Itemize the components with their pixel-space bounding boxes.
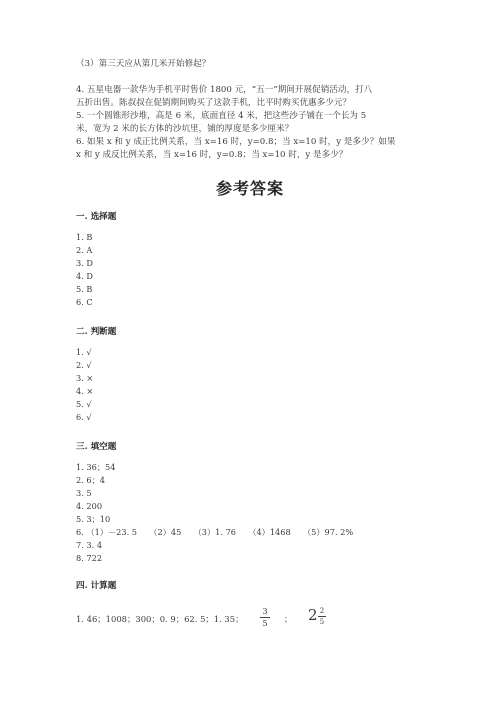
list-item: 4. 200 (76, 501, 103, 511)
list-item: 6. √ (76, 412, 92, 422)
question-6: 6. 如果 x 和 y 成正比例关系，当 x=16 时，y=0.8；当 x=10 时，y 是多少？如果 x 和 y 成反比例关系，当 x=16 时，y=0.8；当 x=10 时，y 是多少？ (76, 137, 396, 160)
list-item: 6. （1）－23. 5 （2）45 （3）1. 76 （4）1468 （5）97. 2% (76, 527, 354, 537)
section-heading-calc: 四. 计算题 (76, 581, 117, 591)
list-item: 4. D (76, 271, 93, 281)
list-item: 5. √ (76, 399, 92, 409)
list-item: 2. √ (76, 360, 92, 370)
section-heading-choice: 一. 选择题 (76, 212, 117, 222)
choice-answer-list (76, 231, 93, 309)
question-5: 5. 一个圆锥形沙堆，高是 6 米，底面直径 4 米，把这些沙子铺在一个长为 5 米，宽为 2 米的长方体的沙坑里，铺的厚度是多少厘米？ (76, 111, 367, 134)
question-4: 4. 五星电器一款华为手机平时售价 1800 元，“五一”期间开展促销活动，打八 五折出售。陈叔叔在促销期间购买了这款手机，比平时购买优惠多少元？ (76, 85, 373, 108)
fraction-denominator: 5 (262, 619, 268, 628)
list-item: 1. √ (76, 347, 92, 357)
list-item: 3. D (76, 258, 93, 268)
mixed-number-whole: 2 (308, 606, 318, 624)
question-3-part-3: （3）第三天应从第几米开始修起？ (76, 59, 211, 69)
answer-separator: ； (284, 614, 293, 624)
list-item: 3. 5 (76, 488, 92, 498)
section-heading-judge: 二. 判断题 (76, 327, 117, 337)
list-item: 5. B (76, 284, 93, 294)
list-item: 8. 722 (76, 553, 103, 563)
fraction-numerator: 3 (262, 607, 268, 616)
fill-answer-list (76, 461, 353, 565)
fraction-denominator: 5 (319, 618, 325, 626)
list-item: 5. 3；10 (76, 514, 111, 524)
list-item: 2. A (76, 245, 93, 255)
list-item: 1. 36；54 (76, 462, 116, 472)
list-item: 6. C (76, 297, 93, 307)
calc-answer-text: 1. 46；1008；300；0. 9；62. 5；1. 35； (76, 614, 244, 624)
list-item: 7. 3. 4 (76, 540, 103, 550)
fraction-three-fifths (260, 607, 270, 628)
list-item: 1. B (76, 232, 93, 242)
judge-answer-list (76, 346, 93, 424)
list-item: 4. × (76, 386, 94, 396)
list-item: 3. × (76, 373, 94, 383)
fraction-numerator: 2 (319, 607, 325, 615)
list-item: 2. 6；4 (76, 475, 106, 485)
section-heading-fill: 三. 填空题 (76, 442, 117, 452)
answer-title: 参考答案 (215, 179, 284, 198)
mixed-number-fraction (318, 607, 326, 626)
